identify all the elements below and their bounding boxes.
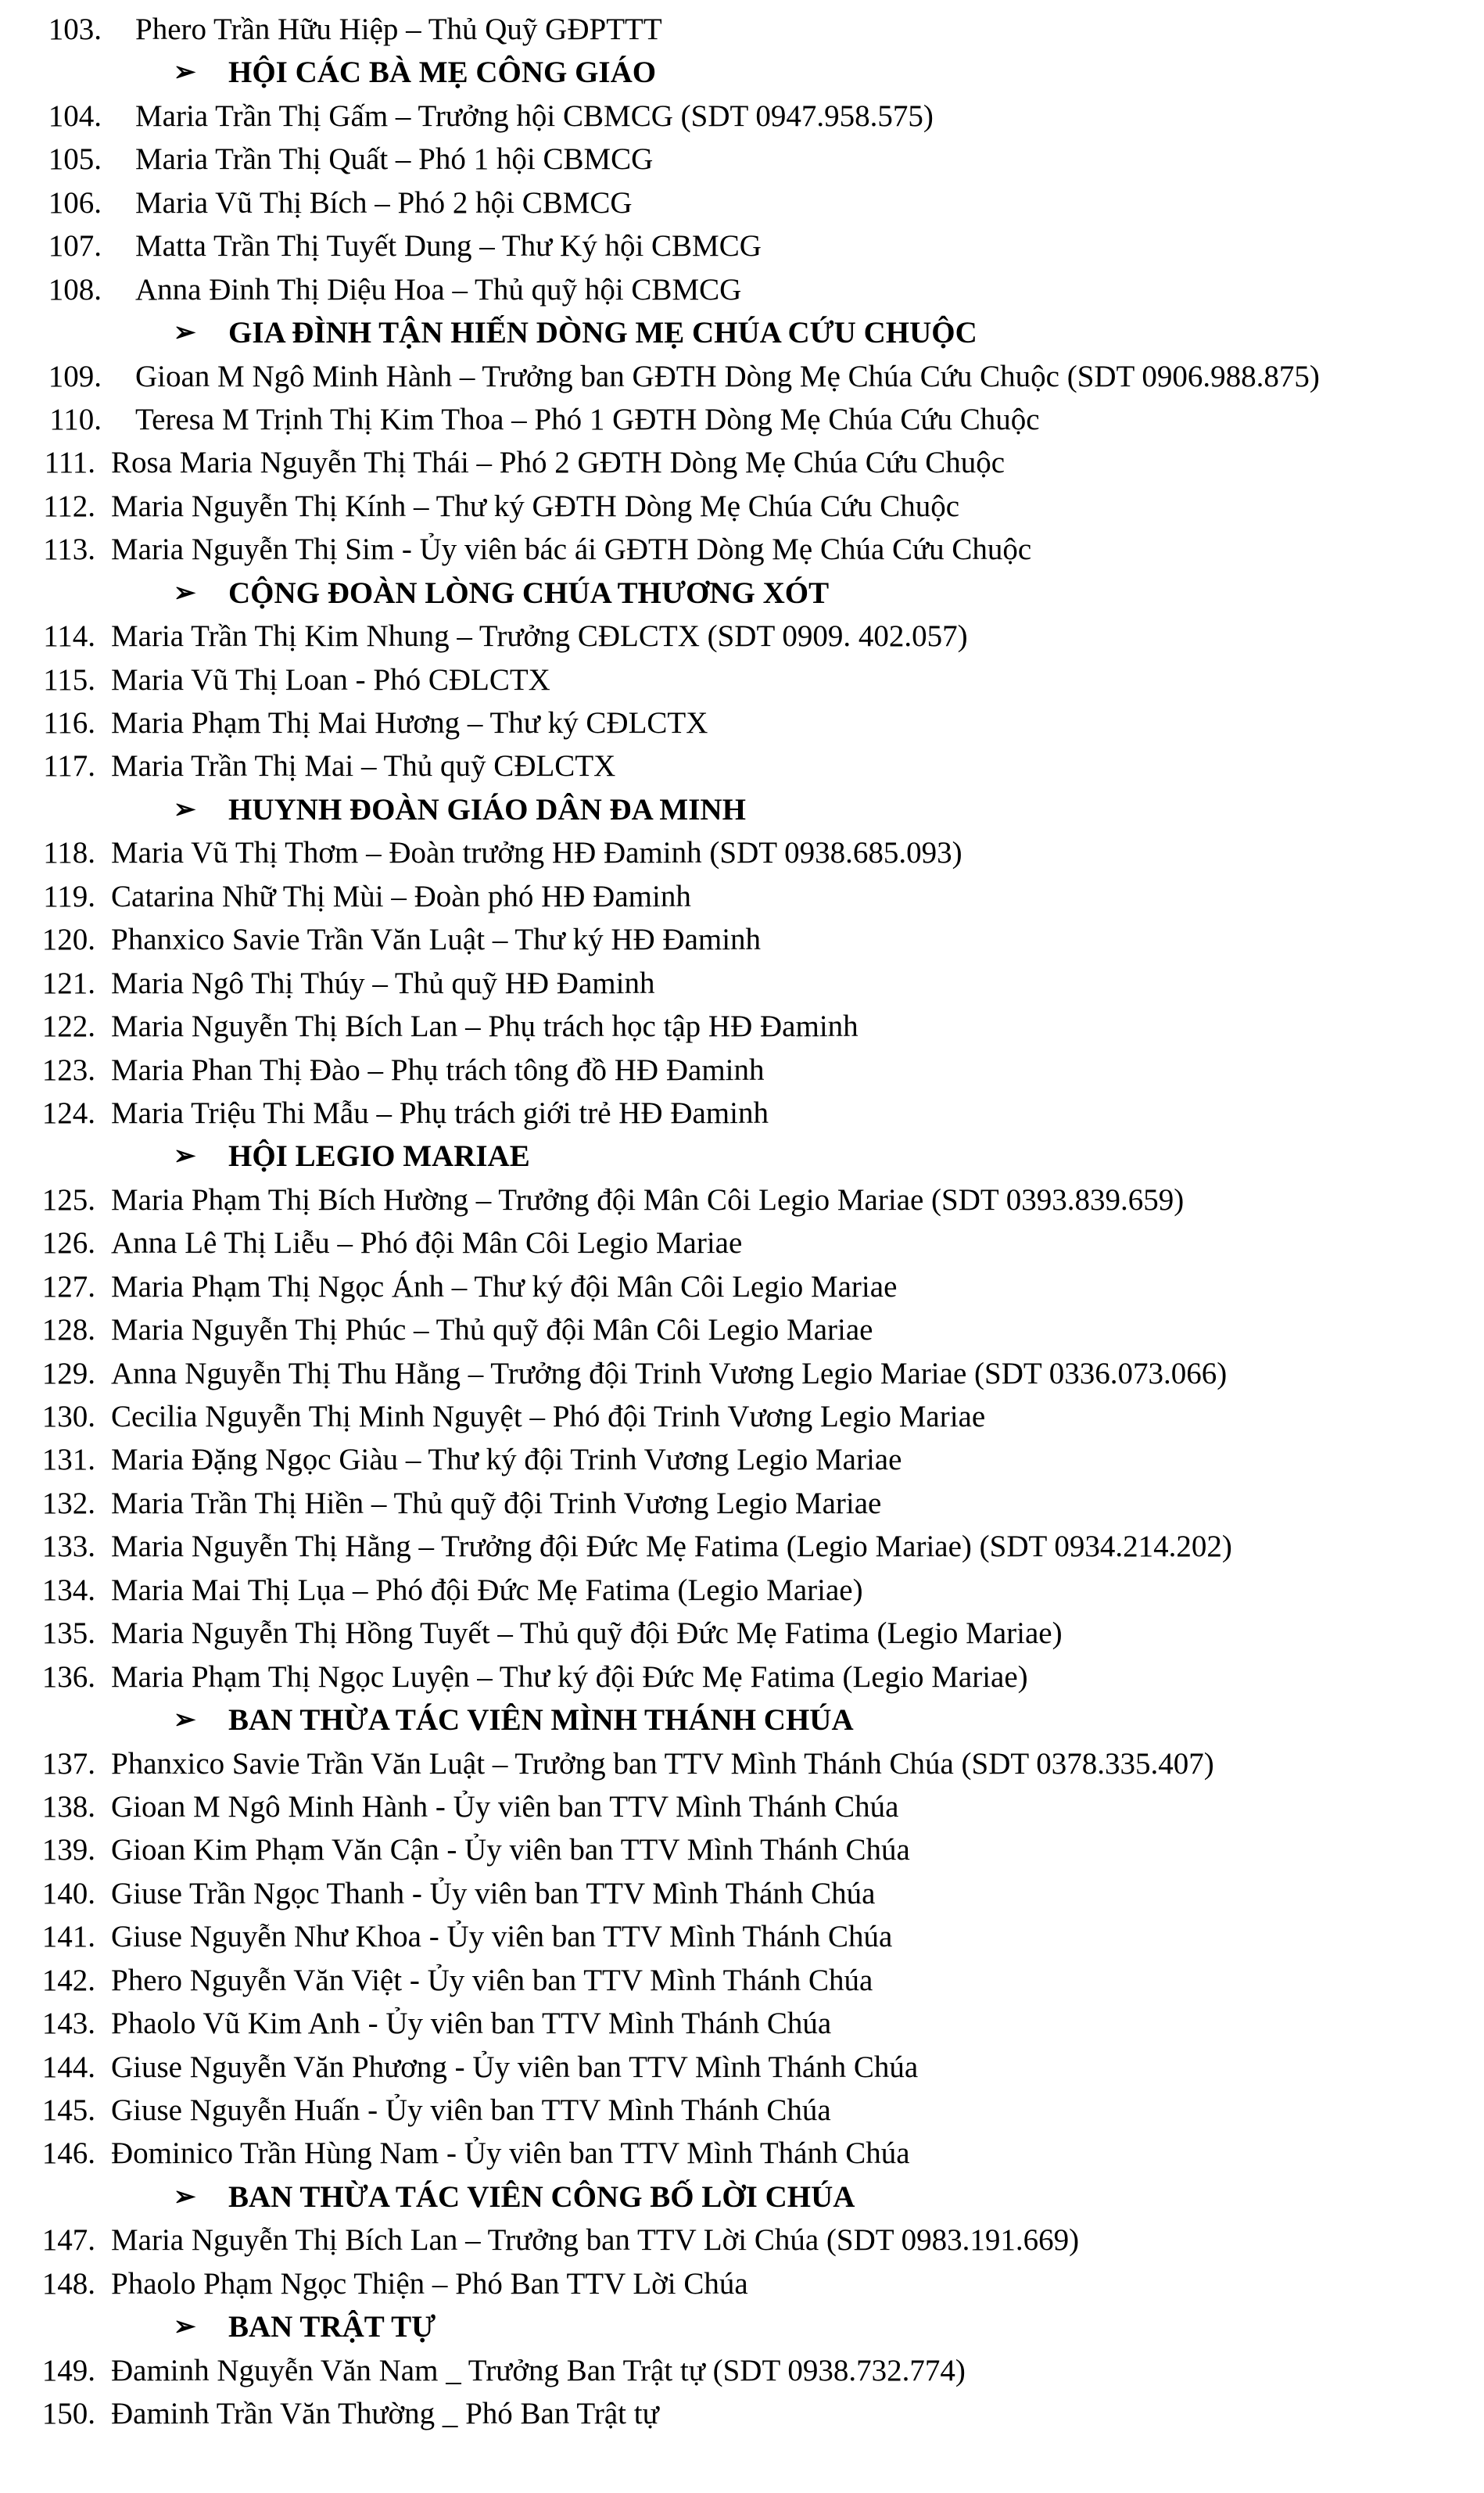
list-item-text: Maria Trần Thị Quất – Phó 1 hội CBMCG <box>135 142 654 177</box>
list-item <box>0 615 1484 658</box>
list-item-number: 148. <box>41 2266 95 2301</box>
section-heading <box>0 1135 1484 1178</box>
list-item-number: 115. <box>43 662 95 697</box>
list-item-number: 112. <box>43 489 95 523</box>
member-list-document <box>0 8 1484 2436</box>
list-item-number: 142. <box>41 1963 95 1997</box>
list-item-text: Matta Trần Thị Tuyết Dung – Thư Ký hội CBMCG <box>135 229 762 264</box>
list-item <box>0 875 1484 918</box>
list-item-number: 113. <box>43 533 95 567</box>
list-item-text: Maria Trần Thị Hiền – Thủ quỹ đội Trinh Vương Legio Mariae <box>111 1486 882 1520</box>
list-item-text: Phanxico Savie Trần Văn Luật – Trưởng ban TTV Mình Thánh Chúa (SDT 0378.335.407) <box>111 1746 1214 1781</box>
list-item <box>0 1265 1484 1308</box>
list-item-text: Maria Phan Thị Đào – Phụ trách tông đồ HĐ Đaminh <box>111 1053 765 1087</box>
list-item-number: 149. <box>41 2353 95 2387</box>
list-item-text: Giuse Trần Ngọc Thanh - Ủy viên ban TTV Mình Thánh Chúa <box>111 1876 876 1910</box>
section-heading-text: HỘI LEGIO MARIAE <box>228 1139 530 1174</box>
list-item-text: Maria Phạm Thị Ngọc Luyện – Thư ký đội Đức Mẹ Fatima (Legio Mariae) <box>111 1659 1028 1694</box>
list-item <box>0 268 1484 311</box>
list-item <box>0 1525 1484 1568</box>
list-item-number: 114. <box>43 619 95 654</box>
list-item <box>0 1915 1484 1958</box>
list-item <box>0 1612 1484 1655</box>
list-item <box>0 1178 1484 1221</box>
section-heading <box>0 572 1484 615</box>
list-item <box>0 1569 1484 1612</box>
list-item <box>0 701 1484 744</box>
list-item-number: 107. <box>48 229 102 264</box>
list-item-number: 125. <box>41 1182 95 1217</box>
list-item-text: Đaminh Trần Văn Thường _ Phó Ban Trật tự <box>111 2397 659 2431</box>
list-item <box>0 1395 1484 1438</box>
list-item-number: 146. <box>41 2136 95 2171</box>
list-item-number: 130. <box>41 1400 95 1433</box>
list-item-number: 135. <box>41 1616 95 1651</box>
list-item-text: Maria Phạm Thị Ngọc Ánh – Thư ký đội Mân Côi Legio Mariae <box>111 1269 898 1304</box>
list-item-text: Maria Trần Thị Mai – Thủ quỹ CĐLCTX <box>111 749 616 784</box>
list-item <box>0 2089 1484 2132</box>
list-item-number: 108. <box>48 272 102 307</box>
list-item-text: Maria Trần Thị Gấm – Trưởng hội CBMCG (SDT 0947.958.575) <box>135 99 934 133</box>
list-item-number: 121. <box>41 966 95 1000</box>
list-item <box>0 355 1484 398</box>
arrow-bullet-icon: ➢ <box>174 58 196 88</box>
list-item <box>0 831 1484 874</box>
list-item-text: Phanxico Savie Trần Văn Luật – Thư ký HĐ Đaminh <box>111 923 762 957</box>
list-item-text: Maria Mai Thị Lụa – Phó đội Đức Mẹ Fatima (Legio Mariae) <box>111 1573 863 1607</box>
list-item-text: Giuse Nguyễn Như Khoa - Ủy viên ban TTV Mình Thánh Chúa <box>111 1920 893 1954</box>
list-item <box>0 1308 1484 1351</box>
list-item-number: 104. <box>48 99 102 133</box>
list-item-text: Maria Phạm Thị Bích Hường – Trưởng đội Mân Côi Legio Mariae (SDT 0393.839.659) <box>111 1182 1185 1217</box>
list-item-text: Maria Nguyễn Thị Bích Lan – Trưởng ban TTV Lời Chúa (SDT 0983.191.669) <box>111 2223 1080 2258</box>
section-heading <box>0 51 1484 94</box>
section-heading-text: HUYNH ĐOÀN GIÁO DÂN ĐA MINH <box>228 792 746 827</box>
list-item-number: 116. <box>43 706 95 740</box>
list-item <box>0 528 1484 571</box>
list-item-number: 106. <box>48 185 102 220</box>
list-item-text: Maria Vũ Thị Bích – Phó 2 hội CBMCG <box>135 185 633 220</box>
list-item-text: Maria Nguyễn Thị Kính – Thư ký GĐTH Dòng Mẹ Chúa Cứu Chuộc <box>111 489 960 523</box>
list-item <box>0 1785 1484 1828</box>
list-item-text: Phaolo Vũ Kim Anh - Ủy viên ban TTV Mình Thánh Chúa <box>111 2007 832 2041</box>
list-item-number: 123. <box>41 1053 95 1087</box>
list-item-text: Phaolo Phạm Ngọc Thiện – Phó Ban TTV Lời Chúa <box>111 2266 748 2301</box>
arrow-bullet-icon: ➢ <box>174 1142 196 1171</box>
list-item <box>0 2262 1484 2305</box>
list-item-number: 109. <box>48 359 102 393</box>
list-item-number: 150. <box>41 2397 95 2431</box>
list-item <box>0 658 1484 701</box>
list-item-number: 129. <box>41 1356 95 1390</box>
list-item-text: Đaminh Nguyễn Văn Nam _ Trưởng Ban Trật tự (SDT 0938.732.774) <box>111 2353 966 2387</box>
list-item <box>0 1655 1484 1698</box>
list-item-text: Giuse Nguyễn Văn Phương - Ủy viên ban TTV Mình Thánh Chúa <box>111 2050 919 2084</box>
section-heading-text: CỘNG ĐOÀN LÒNG CHÚA THƯƠNG XÓT <box>228 576 830 610</box>
list-item-text: Anna Đinh Thị Diệu Hoa – Thủ quỹ hội CBMCG <box>135 272 742 307</box>
list-item <box>0 2219 1484 2262</box>
list-item-number: 140. <box>41 1876 95 1910</box>
list-item <box>0 485 1484 528</box>
list-item-number: 128. <box>41 1313 95 1347</box>
list-item <box>0 95 1484 138</box>
section-heading-text: GIA ĐÌNH TẬN HIẾN DÒNG MẸ CHÚA CỨU CHUỘC <box>228 316 977 350</box>
list-item <box>0 2392 1484 2435</box>
list-item-number: 134. <box>41 1573 95 1607</box>
list-item <box>0 2349 1484 2392</box>
list-item-text: Maria Nguyễn Thị Bích Lan – Phụ trách học tập HĐ Đaminh <box>111 1010 858 1044</box>
list-item-text: Maria Phạm Thị Mai Hương – Thư ký CĐLCTX <box>111 706 708 740</box>
list-item <box>0 224 1484 267</box>
list-item <box>0 1872 1484 1915</box>
list-item <box>0 1482 1484 1525</box>
list-item <box>0 1352 1484 1395</box>
list-item-number: 111. <box>44 446 95 480</box>
list-item-number: 143. <box>41 2007 95 2041</box>
list-item <box>0 2132 1484 2175</box>
list-item-number: 131. <box>41 1443 95 1477</box>
list-item <box>0 441 1484 484</box>
list-item-text: Maria Nguyễn Thị Hằng – Trưởng đội Đức Mẹ Fatima (Legio Mariae) (SDT 0934.214.202) <box>111 1530 1232 1564</box>
list-item-number: 139. <box>41 1833 95 1867</box>
list-item-number: 124. <box>41 1096 95 1130</box>
list-item-text: Đominico Trần Hùng Nam - Ủy viên ban TTV Mình Thánh Chúa <box>111 2136 910 2171</box>
section-heading <box>0 311 1484 354</box>
list-item <box>0 1438 1484 1481</box>
list-item <box>0 181 1484 224</box>
list-item <box>0 1959 1484 2002</box>
list-item <box>0 918 1484 961</box>
list-item <box>0 744 1484 787</box>
list-item-text: Cecilia Nguyễn Thị Minh Nguyệt – Phó đội Trinh Vương Legio Mariae <box>111 1400 986 1433</box>
section-heading <box>0 788 1484 831</box>
list-item-text: Maria Triệu Thi Mẫu – Phụ trách giới trẻ HĐ Đaminh <box>111 1096 769 1130</box>
list-item-number: 117. <box>43 749 95 784</box>
list-item-text: Phero Trần Hữu Hiệp – Thủ Quỹ GĐPTTT <box>135 13 662 46</box>
list-item-text: Maria Nguyễn Thị Phúc – Thủ quỹ đội Mân Côi Legio Mariae <box>111 1313 873 1347</box>
list-item-text: Maria Trần Thị Kim Nhung – Trưởng CĐLCTX (SDT 0909. 402.057) <box>111 619 968 654</box>
section-heading-text: HỘI CÁC BÀ MẸ CÔNG GIÁO <box>228 56 657 90</box>
list-item <box>0 138 1484 181</box>
list-item-text: Anna Lê Thị Liễu – Phó đội Mân Côi Legio Mariae <box>111 1226 743 1261</box>
list-item-number: 122. <box>41 1010 95 1044</box>
section-heading-text: BAN TRẬT TỰ <box>228 2310 436 2344</box>
list-item-text: Gioan Kim Phạm Văn Cận - Ủy viên ban TTV Mình Thánh Chúa <box>111 1833 910 1867</box>
list-item-text: Teresa M Trịnh Thị Kim Thoa – Phó 1 GĐTH Dòng Mẹ Chúa Cứu Chuộc <box>135 402 1040 436</box>
list-item-number: 119. <box>43 879 95 913</box>
list-item-number: 141. <box>41 1920 95 1954</box>
list-item <box>0 2046 1484 2089</box>
section-heading <box>0 2176 1484 2219</box>
list-item-number: 120. <box>41 923 95 957</box>
list-item-text: Gioan M Ngô Minh Hành - Ủy viên ban TTV Mình Thánh Chúa <box>111 1789 899 1824</box>
list-item-text: Giuse Nguyễn Huấn - Ủy viên ban TTV Mình Thánh Chúa <box>111 2093 831 2127</box>
list-item <box>0 1828 1484 1871</box>
list-item-number: 147. <box>41 2223 95 2258</box>
list-item <box>0 1092 1484 1135</box>
list-item-text: Rosa Maria Nguyễn Thị Thái – Phó 2 GĐTH Dòng Mẹ Chúa Cứu Chuộc <box>111 446 1005 480</box>
list-item <box>0 1742 1484 1785</box>
arrow-bullet-icon: ➢ <box>174 578 196 608</box>
list-item <box>0 1221 1484 1264</box>
list-item-number: 144. <box>41 2050 95 2084</box>
list-item-number: 145. <box>41 2093 95 2127</box>
list-item-number: 105. <box>48 142 102 177</box>
list-item-number: 133. <box>41 1530 95 1564</box>
arrow-bullet-icon: ➢ <box>174 2182 196 2211</box>
list-item-number: 126. <box>41 1226 95 1261</box>
list-item <box>0 1005 1484 1048</box>
section-heading <box>0 2305 1484 2348</box>
arrow-bullet-icon: ➢ <box>174 2312 196 2342</box>
section-heading-text: BAN THỪA TÁC VIÊN CÔNG BỐ LỜI CHÚA <box>228 2179 855 2214</box>
section-heading <box>0 1698 1484 1742</box>
list-item <box>0 1049 1484 1092</box>
list-item-text: Maria Vũ Thị Thơm – Đoàn trưởng HĐ Đaminh (SDT 0938.685.093) <box>111 836 962 870</box>
list-item <box>0 8 1484 51</box>
list-item-number: 110. <box>49 402 102 436</box>
list-item-number: 103. <box>48 13 102 46</box>
arrow-bullet-icon: ➢ <box>174 795 196 824</box>
arrow-bullet-icon: ➢ <box>174 318 196 348</box>
section-heading-text: BAN THỪA TÁC VIÊN MÌNH THÁNH CHÚA <box>228 1703 854 1738</box>
list-item-text: Maria Vũ Thị Loan - Phó CĐLCTX <box>111 662 550 697</box>
list-item-number: 136. <box>41 1659 95 1694</box>
list-item-text: Gioan M Ngô Minh Hành – Trưởng ban GĐTH Dòng Mẹ Chúa Cứu Chuộc (SDT 0906.988.875) <box>135 359 1320 393</box>
list-item-text: Maria Nguyễn Thị Hồng Tuyết – Thủ quỹ đội Đức Mẹ Fatima (Legio Mariae) <box>111 1616 1063 1651</box>
arrow-bullet-icon: ➢ <box>174 1706 196 1735</box>
list-item-number: 127. <box>41 1269 95 1304</box>
list-item-text: Maria Ngô Thị Thúy – Thủ quỹ HĐ Đaminh <box>111 966 655 1000</box>
list-item <box>0 962 1484 1005</box>
list-item-number: 118. <box>43 836 95 870</box>
list-item-text: Anna Nguyễn Thị Thu Hằng – Trưởng đội Trinh Vương Legio Mariae (SDT 0336.073.066) <box>111 1356 1228 1390</box>
list-item-text: Maria Nguyễn Thị Sim - Ủy viên bác ái GĐTH Dòng Mẹ Chúa Cứu Chuộc <box>111 533 1032 567</box>
list-item-number: 138. <box>41 1789 95 1824</box>
list-item-text: Phero Nguyễn Văn Việt - Ủy viên ban TTV Mình Thánh Chúa <box>111 1963 873 1997</box>
list-item-text: Maria Đặng Ngọc Giàu – Thư ký đội Trinh Vương Legio Mariae <box>111 1443 902 1477</box>
list-item-number: 132. <box>41 1486 95 1520</box>
list-item-text: Catarina Nhữ Thị Mùi – Đoàn phó HĐ Đaminh <box>111 879 691 913</box>
list-item-number: 137. <box>41 1746 95 1781</box>
list-item <box>0 2002 1484 2045</box>
list-item <box>0 398 1484 441</box>
